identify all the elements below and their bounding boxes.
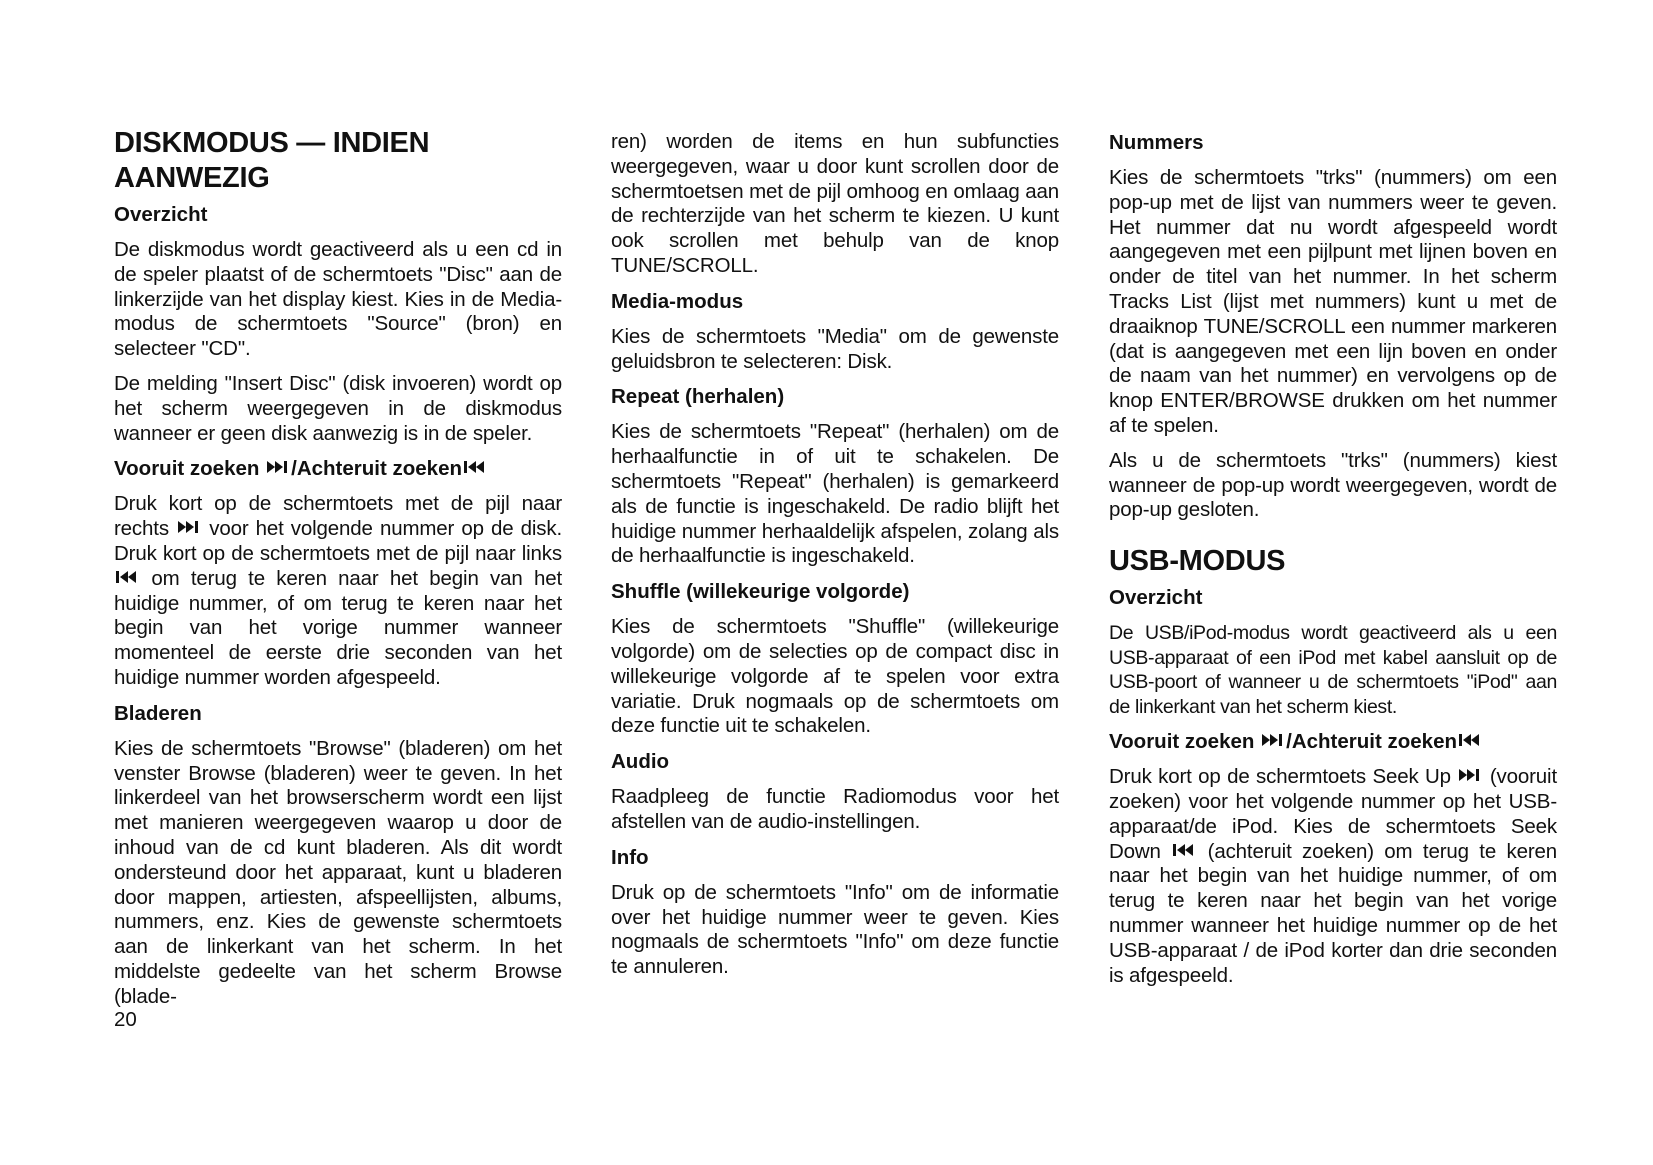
page-number: 20 xyxy=(114,1008,137,1031)
paragraph-overzicht-1: De diskmodus wordt geactiveerd als u een cd in de speler plaatst of de schermtoets "Disc" aan de linkerzijde van het display kiest. Kies in de Media-modus de schermtoets "Source" (bron) en selecteer "CD". xyxy=(114,238,562,361)
heading-usb-seek-back-text: /Achteruit zoeken xyxy=(1286,730,1457,754)
fast-forward-icon xyxy=(1262,734,1284,746)
heading-overzicht: Overzicht xyxy=(114,203,208,226)
usb-seek-text-3: (achteruit zoeken) om terug te keren naar het begin van het huidige nummer, of om terug te keren naar het begin van het vorige nummer wanneer het huidige nummer op de het USB-apparaat / de iPod korter dan drie seconden is afgespeeld. xyxy=(1109,839,1558,987)
heading-shuffle: Shuffle (willekeurige volgorde) xyxy=(611,580,910,604)
paragraph-shuffle: Kies de schermtoets "Shuffle" (willekeurige volgorde) om de selecties op de compact disc in willekeurige volgorde af te spelen voor extra variatie. Druk nogmaals op de schermtoets om deze functie uit te schakelen. xyxy=(611,615,1059,738)
column-right xyxy=(1109,130,1557,998)
fast-forward-icon xyxy=(267,461,289,473)
paragraph-repeat: Kies de schermtoets "Repeat" (herhalen) om de herhaalfunctie in of uit te schakelen. De schermtoets "Repeat" (herhalen) is gemarkeerd als de functie is ingeschakeld. De radio blijft het huidige nummer herhaaldelijk afspelen, zolang als de herhaalfunctie is ingeschakeld. xyxy=(611,420,1059,568)
usb-seek-text-2: (vooruit zoeken) voor het volgende nummer op het USB-apparaat/de iPod. Kies de schermtoets Seek Down xyxy=(1109,765,1558,863)
fast-forward-icon xyxy=(178,521,200,533)
heading-usb-overzicht: Overzicht xyxy=(1109,586,1203,610)
usb-seek-text-1: Druk kort op de schermtoets Seek Up xyxy=(1109,765,1451,789)
rewind-icon xyxy=(1173,844,1195,856)
heading-usb-vooruit-achteruit-zoeken xyxy=(1109,729,1557,754)
rewind-icon xyxy=(464,461,486,473)
section-title-diskmodus: DISKMODUS — INDIEN AANWEZIG xyxy=(114,127,430,194)
heading-seek-forward-text: Vooruit zoeken xyxy=(114,457,260,481)
paragraph-info: Druk op de schermtoets "Info" om de informatie over het huidige nummer weer te geven. Kies nogmaals de schermtoets "Info" om deze functie te annuleren. xyxy=(611,880,1059,979)
column-left xyxy=(114,126,562,1020)
heading-repeat: Repeat (herhalen) xyxy=(611,385,785,409)
heading-audio: Audio xyxy=(611,750,670,774)
section-title-usb-modus: USB-MODUS xyxy=(1109,545,1286,578)
paragraph-audio: Raadpleeg de functie Radiomodus voor het afstellen van de audio-instellingen. xyxy=(611,785,1059,833)
paragraph-overzicht-2: De melding "Insert Disc" (disk invoeren) wordt op het scherm weergegeven in de diskmodus wanneer er geen disk aanwezig is in de speler. xyxy=(114,371,562,445)
paragraph-usb-seek xyxy=(1109,765,1557,988)
paragraph-nummers-1: Kies de schermtoets "trks" (nummers) om een pop-up met de lijst van nummers weer te geven. Het nummer dat nu wordt afgespeeld wordt aangegeven met een pijlpunt met lijnen boven en onder de titel van het nummer. In het scherm Tracks List (lijst met nummers) kunt u met de draaiknop TUNE/SCROLL een nummer markeren (dat is aangegeven met een lijn boven en onder de naam van het nummer) en vervolgens op de knop ENTER/BROWSE drukken om het nummer af te spelen. xyxy=(1109,166,1557,437)
rewind-icon xyxy=(1459,734,1481,746)
seek-text-3: om terug te keren naar het begin van het huidige nummer, of om terug te keren naar het begin van het vorige nummer wanneer momenteel de eerste drie seconden van het huidige nummer worden afgespeeld. xyxy=(114,566,563,689)
paragraph-bladeren-continued: ren) worden de items en hun subfuncties weergegeven, waar u door kunt scrollen door de schermtoetsen met de pijl omhoog en omlaag aan de rechterzijde van het scherm te kiezen. U kunt ook scrollen met behulp van de knop TUNE/SCROLL. xyxy=(611,130,1059,277)
paragraph-seek xyxy=(114,492,562,690)
rewind-icon xyxy=(116,571,138,583)
paragraph-nummers-2: Als u de schermtoets "trks" (nummers) kiest wanneer de pop-up wordt weergegeven, wordt de pop-up gesloten. xyxy=(1109,448,1557,522)
paragraph-usb-overzicht: De USB/iPod-modus wordt geactiveerd als u een USB-apparaat of een iPod met kabel aansluit op de USB-poort of wanneer u de schermtoets "iPod" aan de linkerkant van het scherm kiest. xyxy=(1109,622,1557,718)
heading-info: Info xyxy=(611,845,649,869)
heading-nummers: Nummers xyxy=(1109,131,1204,154)
seek-text-1: Druk kort op de schermtoets met de pijl naar rechts xyxy=(114,492,562,541)
heading-seek-back-text: /Achteruit zoeken xyxy=(291,457,462,481)
seek-text-2: voor het volgende nummer op de disk. Druk kort op de schermtoets met de pijl naar links xyxy=(114,517,563,565)
heading-vooruit-achteruit-zoeken xyxy=(114,456,562,481)
heading-media-modus: Media-modus xyxy=(611,289,744,313)
heading-usb-seek-forward-text: Vooruit zoeken xyxy=(1109,730,1255,754)
paragraph-media-modus: Kies de schermtoets "Media" om de gewenste geluidsbron te selecteren: Disk. xyxy=(611,324,1059,373)
paragraph-bladeren: Kies de schermtoets "Browse" (bladeren) om het venster Browse (bladeren) weer te geven. In het linkerdeel van het browserscherm wordt een lijst met manieren weergegeven waarop u door de inhoud van de cd kunt bladeren. Als dit wordt ondersteund door het apparaat, kunt u bladeren door mappen, artiesten, afspeellijsten, albums, nummers, enz. Kies de gewenste schermtoets aan de linkerkant van het scherm. In het middelste gedeelte van het scherm Browse (blade- xyxy=(114,736,562,1008)
column-middle xyxy=(611,130,1059,990)
fast-forward-icon xyxy=(1459,769,1481,781)
heading-bladeren: Bladeren xyxy=(114,701,202,725)
